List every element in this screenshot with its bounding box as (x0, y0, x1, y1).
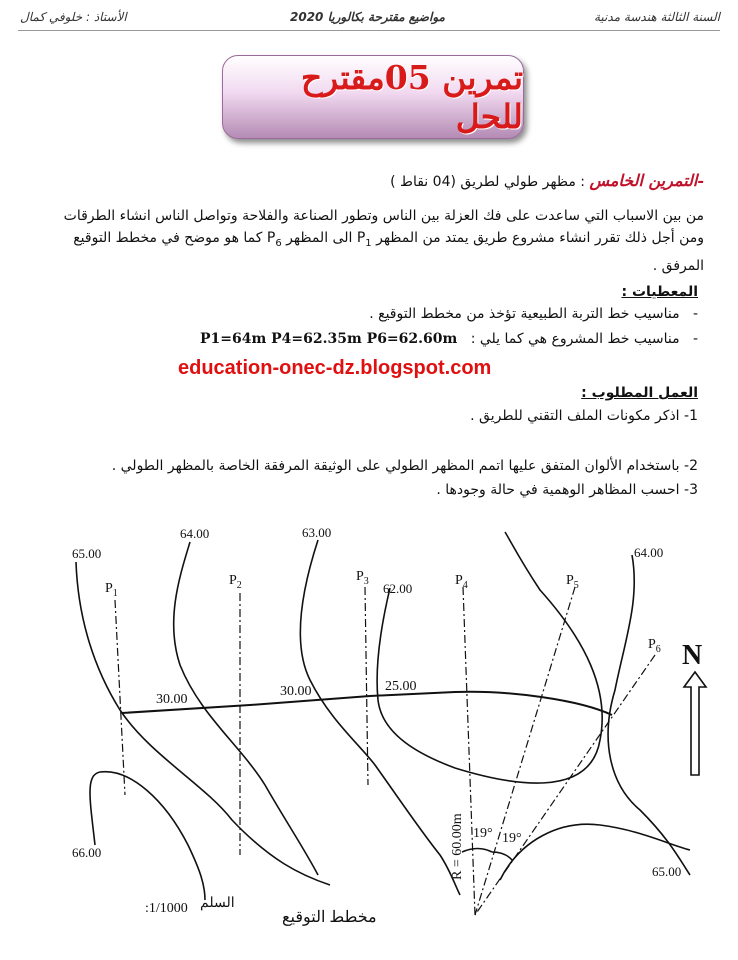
header-teacher: الأستاذ : خلوفي كمال (20, 10, 127, 24)
intro-line-3: المرفق . (652, 257, 704, 274)
scale-label: السلم (200, 896, 235, 911)
intro-line-2: ومن أجل ذلك تقرر انشاء مشروع طريق يمتد من المظهر $P_1$ الى المظهر $P_6$ كما هو موضح في مخطط التوقيع (73, 230, 704, 249)
header-divider (18, 30, 720, 31)
contour-label-65-left: 65.00 (72, 546, 102, 561)
givens-item-1: - مناسيب خط التربة الطبيعية تؤخذ من مخطط التوقيع . (369, 306, 698, 322)
north-arrow-icon (684, 672, 706, 775)
exercise-heading (30, 170, 704, 193)
angle-label-1: 19° (473, 826, 493, 841)
contour-label-62: 62.00 (383, 581, 413, 596)
site-plan (0, 500, 738, 960)
contour-label-65-right: 65.00 (652, 864, 682, 879)
question-3: 3- احسب المظاهر الوهمية في حالة وجودها . (436, 482, 698, 498)
angle-label-2: 19° (502, 831, 522, 846)
profile-axis-6 (475, 655, 655, 915)
header-subject: 2020 مواضيع مقترحة بكالوريا (290, 10, 445, 24)
contour-line-64-right (608, 555, 690, 875)
profile-axis-5 (475, 587, 575, 915)
profile-label-1: $P_1$ (105, 581, 118, 599)
scale-value: :1/1000 (145, 901, 188, 916)
angle-arc-1 (462, 849, 492, 853)
question-2: 2- باستخدام الألوان المتفق عليها اتمم المظهر الطولي على الوثيقة المرفقة الخاصة بالمظهر الطولي . (111, 458, 698, 474)
distance-label-2: 30.00 (280, 684, 312, 699)
contour-line-66 (90, 772, 205, 900)
contour-label-64-right: 64.00 (634, 545, 664, 560)
profile-ref-start: $P_1$ (356, 230, 372, 249)
blog-watermark: education-onec-dz.blogspot.com (178, 357, 492, 379)
profile-axis-1 (115, 600, 125, 795)
intro-line-1: من بين الاسباب التي ساعدت على فك العزلة بين الناس وتطور الصناعة والفلاحة وتواصل الناس انشاء الطرقات (63, 208, 704, 224)
profile-ref-end: $P_6$ (266, 230, 282, 249)
contour-label-63: 63.00 (302, 525, 332, 540)
north-label: N (682, 640, 703, 671)
contour-label-66: 66.00 (72, 845, 102, 860)
profile-label-3: $P_3$ (356, 569, 369, 587)
exercise-label: -التمرين الخامس (589, 171, 704, 190)
project-levels: P1=64m P4=62.35m P6=62.60m (199, 331, 458, 347)
distance-label-1: 30.00 (156, 692, 188, 707)
profile-label-6: $P_6$ (648, 637, 661, 655)
contour-line-63 (300, 540, 460, 895)
contour-line-62 (377, 532, 602, 783)
header-school: السنة الثالثة هندسة مدنية (593, 10, 720, 24)
plan-caption: مخطط التوقيع (282, 909, 377, 926)
contour-label-64-left: 64.00 (180, 526, 210, 541)
distance-label-3: 25.00 (385, 679, 417, 694)
contour-line-65-left (76, 562, 330, 885)
givens-item-2: - مناسيب خط المشروع هي كما يلي : P1=64m P4=62.35m P6=62.60m (199, 331, 698, 347)
work-heading: العمل المطلوب : (581, 385, 698, 401)
exercise-topic: : مظهر طولي لطريق (04 نقاط ) (390, 174, 585, 190)
page-title: تمرين 05مقترح للحل (300, 58, 523, 136)
question-1: 1- اذكر مكونات الملف التقني للطريق . (470, 408, 698, 424)
intro-paragraph (30, 205, 704, 277)
profile-label-5: $P_5$ (566, 573, 579, 591)
title-banner (222, 55, 524, 139)
radius-label: R = 60.00m (450, 813, 465, 880)
angle-arc-2 (492, 852, 512, 860)
profile-label-4: $P_4$ (455, 573, 468, 591)
givens-heading: المعطيات : (621, 284, 698, 300)
profile-label-2: $P_2$ (229, 573, 242, 591)
